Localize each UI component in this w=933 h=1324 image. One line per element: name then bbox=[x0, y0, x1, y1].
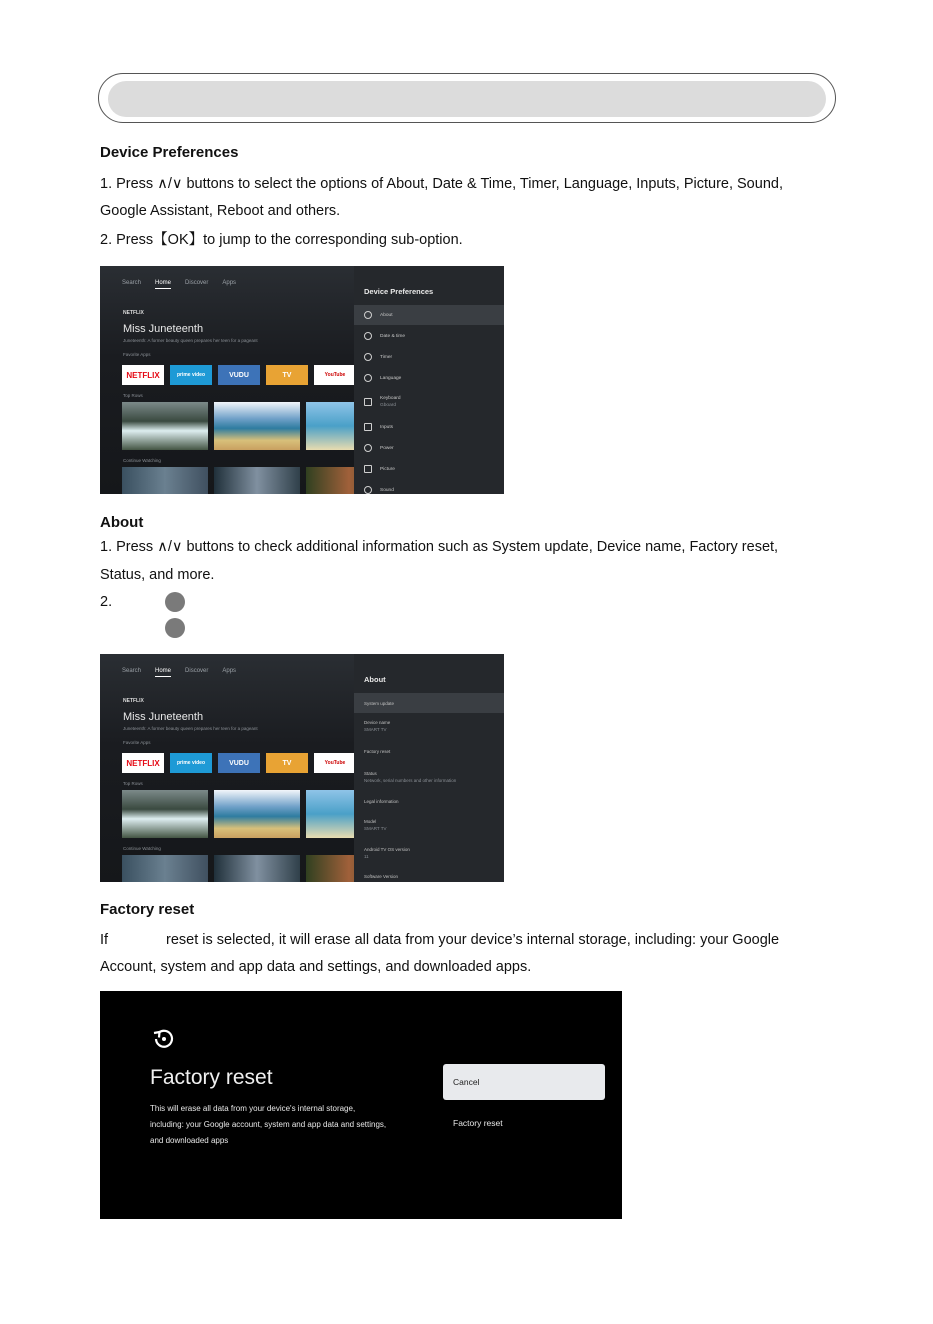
menu-item-picture[interactable]: Picture bbox=[354, 459, 504, 479]
dp-line-1: 1. Press ∧/∨ buttons to select the options of About, Date & Time, Timer, Language, Inputs, Picture, Sound, bbox=[100, 176, 783, 192]
tv-screenshot-device-preferences bbox=[100, 266, 504, 494]
thumb-waterfall[interactable] bbox=[122, 790, 208, 838]
tv-row3-label: Continue Watching bbox=[123, 846, 161, 851]
menu-item-power[interactable]: Power bbox=[354, 438, 504, 458]
tv-favorite-apps-label: Favorite Apps bbox=[123, 352, 151, 357]
tv-row3-label: Continue Watching bbox=[123, 458, 161, 463]
redacted-dot-1 bbox=[165, 592, 185, 612]
about-line-1: 1. Press ∧/∨ buttons to check additional information such as System update, Device name, Factory reset, bbox=[100, 539, 779, 555]
input-icon bbox=[364, 423, 372, 431]
about-item-software-version[interactable]: Software Version bbox=[364, 874, 399, 879]
menu-item-keyboard[interactable]: Keyboard Gboard bbox=[354, 392, 504, 412]
tv-home-screen bbox=[100, 654, 354, 882]
tv-featured-desc: Juneteenth: A former beauty queen prepares her teen for a pageant bbox=[123, 338, 258, 343]
clock-icon bbox=[364, 332, 372, 340]
tv-nav-discover[interactable]: Discover bbox=[185, 280, 209, 286]
app-tile-youtube[interactable]: YouTube bbox=[314, 753, 356, 773]
section-heading-device-preferences: Device Preferences bbox=[100, 144, 239, 161]
menu-item-language[interactable]: Language bbox=[354, 368, 504, 388]
timer-icon bbox=[364, 353, 372, 361]
app-tile-netflix[interactable]: NETFLIX bbox=[122, 753, 164, 773]
about-item-device-name[interactable]: Device name SMART TV bbox=[364, 720, 391, 732]
menu-item-about[interactable]: About bbox=[354, 305, 504, 325]
settings-panel bbox=[354, 266, 504, 494]
tv-thumb-row-2 bbox=[122, 855, 392, 882]
thumb-row2-1[interactable] bbox=[122, 855, 208, 882]
factory-reset-desc: This will erase all data from your device's internal storage, including: your Google account, system and app data and settings, and downloaded apps bbox=[150, 1104, 387, 1145]
restore-icon bbox=[150, 1025, 178, 1053]
tv-thumb-row bbox=[122, 402, 392, 450]
tv-thumb-row bbox=[122, 790, 392, 838]
tv-nav-apps[interactable]: Apps bbox=[222, 668, 237, 674]
tv-thumb-row-2 bbox=[122, 467, 392, 494]
globe-icon bbox=[364, 374, 372, 382]
tv-app-row bbox=[122, 365, 356, 385]
about-item-status[interactable]: Status Network, serial numbers and other information bbox=[364, 771, 457, 783]
about-item-legal[interactable]: Legal information bbox=[364, 799, 399, 804]
thumb-coast[interactable] bbox=[214, 790, 300, 838]
about-item-system-update[interactable]: System update bbox=[354, 693, 504, 713]
tv-featured-desc: Juneteenth: A former beauty queen prepares her teen for a pageant bbox=[123, 726, 258, 731]
cancel-button[interactable]: Cancel bbox=[443, 1064, 605, 1100]
app-tile-tv[interactable]: TV bbox=[266, 365, 308, 385]
app-tile-netflix[interactable]: NETFLIX bbox=[122, 365, 164, 385]
tv-screenshot-factory-reset bbox=[100, 991, 622, 1219]
keyboard-icon bbox=[364, 398, 372, 406]
menu-item-timer[interactable]: Timer bbox=[354, 347, 504, 367]
thumb-waterfall[interactable] bbox=[122, 402, 208, 450]
about-line-2: Status, and more. bbox=[100, 567, 215, 583]
factory-reset-title: Factory reset bbox=[150, 1066, 273, 1089]
tv-row2-label: Top Rows bbox=[123, 781, 143, 786]
app-tile-vudu[interactable]: VUDU bbox=[218, 753, 260, 773]
app-tile-vudu[interactable]: VUDU bbox=[218, 365, 260, 385]
tv-featured-brand: NETFLIX bbox=[123, 310, 144, 316]
info-icon bbox=[364, 311, 372, 319]
thumb-row2-1[interactable] bbox=[122, 467, 208, 494]
header-pill bbox=[108, 81, 826, 117]
tv-nav-apps[interactable]: Apps bbox=[222, 280, 237, 286]
settings-panel bbox=[354, 654, 504, 882]
fr-line-1b: reset is selected, it will erase all data from your device’s internal storage, including: your Google bbox=[166, 932, 780, 948]
menu-item-date-time[interactable]: Date & time bbox=[354, 326, 504, 346]
factory-reset-button[interactable]: Factory reset bbox=[453, 1118, 503, 1128]
tv-nav bbox=[122, 668, 236, 677]
thumb-row2-2[interactable] bbox=[214, 467, 300, 494]
section-heading-about: About bbox=[100, 514, 144, 531]
tv-nav-home[interactable]: Home bbox=[155, 668, 171, 677]
menu-item-inputs[interactable]: Inputs bbox=[354, 417, 504, 437]
app-tile-tv[interactable]: TV bbox=[266, 753, 308, 773]
fr-line-1a: If bbox=[100, 932, 109, 948]
about-item-factory-reset[interactable]: Factory reset bbox=[364, 749, 391, 754]
fr-line-2: Account, system and app data and settings, and downloaded apps. bbox=[100, 959, 532, 975]
tv-featured-brand: NETFLIX bbox=[123, 698, 144, 704]
tv-nav bbox=[122, 280, 236, 289]
about-item-android-version[interactable]: Android TV OS version 11 bbox=[364, 847, 410, 859]
tv-nav-search[interactable]: Search bbox=[122, 668, 142, 674]
redacted-dot-2 bbox=[165, 618, 185, 638]
app-tile-youtube[interactable]: YouTube bbox=[314, 365, 356, 385]
about-item-model[interactable]: Model SMART TV bbox=[364, 819, 387, 831]
section-heading-factory-reset: Factory reset bbox=[100, 901, 195, 918]
about-line-3: 2. bbox=[100, 594, 113, 610]
tv-screenshot-about bbox=[100, 654, 504, 882]
tv-favorite-apps-label: Favorite Apps bbox=[123, 740, 151, 745]
dp-line-2: Google Assistant, Reboot and others. bbox=[100, 203, 341, 219]
menu-item-sound[interactable]: Sound bbox=[354, 480, 504, 494]
tv-nav-search[interactable]: Search bbox=[122, 280, 142, 286]
tv-featured-title: Miss Juneteenth bbox=[123, 711, 204, 723]
app-tile-prime-video[interactable]: prime video bbox=[170, 365, 212, 385]
thumb-coast[interactable] bbox=[214, 402, 300, 450]
app-tile-prime-video[interactable]: prime video bbox=[170, 753, 212, 773]
tv-home-screen bbox=[100, 266, 354, 494]
tv-nav-home[interactable]: Home bbox=[155, 280, 171, 289]
monitor-icon bbox=[364, 465, 372, 473]
tv-row2-label: Top Rows bbox=[123, 393, 143, 398]
settings-panel-title: Device Preferences bbox=[364, 287, 434, 296]
dp-line-3: 2. Press【OK】to jump to the corresponding sub-option. bbox=[100, 232, 463, 248]
power-icon bbox=[364, 444, 372, 452]
tv-featured-title: Miss Juneteenth bbox=[123, 323, 204, 335]
thumb-row2-2[interactable] bbox=[214, 855, 300, 882]
settings-panel-title: About bbox=[364, 675, 386, 684]
speaker-icon bbox=[364, 486, 372, 494]
tv-nav-discover[interactable]: Discover bbox=[185, 668, 209, 674]
tv-app-row bbox=[122, 753, 356, 773]
